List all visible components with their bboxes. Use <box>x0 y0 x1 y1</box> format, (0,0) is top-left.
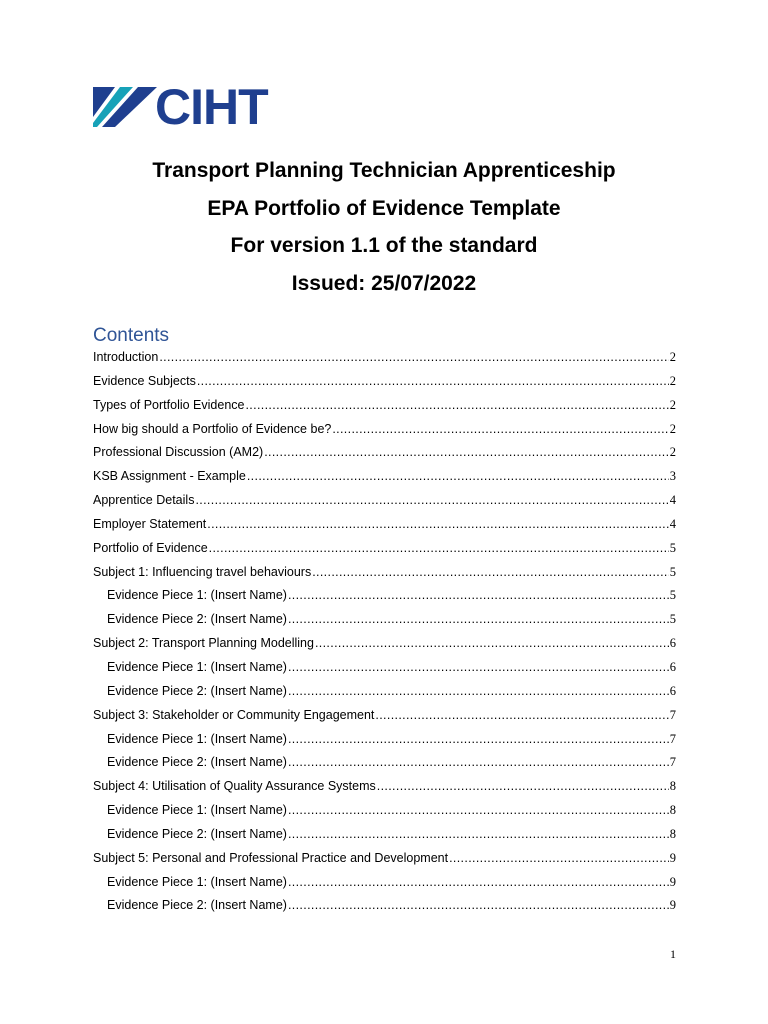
toc-entry-label: Evidence Piece 2: (Insert Name) <box>107 898 287 913</box>
page-number: 1 <box>670 947 676 961</box>
toc-entry[interactable] <box>93 465 676 489</box>
toc-entry[interactable] <box>93 584 676 608</box>
toc-dot-leader <box>377 775 669 799</box>
toc-entry[interactable] <box>93 489 676 513</box>
toc-dot-leader <box>245 394 668 418</box>
toc-entry-page: 8 <box>669 803 676 818</box>
toc-entry-label: Subject 3: Stakeholder or Community Engagement <box>93 707 375 722</box>
toc-entry-label: Evidence Piece 2: (Insert Name) <box>107 683 287 698</box>
toc-entry-page: 2 <box>669 373 676 388</box>
toc-entry-page: 5 <box>669 612 676 627</box>
toc-dot-leader <box>207 513 669 537</box>
toc-entry-page: 9 <box>669 850 676 865</box>
toc-dot-leader <box>288 584 669 608</box>
toc-entry[interactable] <box>93 847 676 871</box>
toc-dot-leader <box>288 823 669 847</box>
table-of-contents <box>93 346 676 918</box>
toc-entry-label: Portfolio of Evidence <box>93 540 208 555</box>
toc-entry-label: Subject 1: Influencing travel behaviours <box>93 564 312 579</box>
toc-entry-label: Evidence Piece 1: (Insert Name) <box>107 659 287 674</box>
contents-heading: Contents <box>93 325 170 346</box>
toc-entry-page: 6 <box>669 659 676 674</box>
toc-dot-leader <box>247 465 669 489</box>
toc-entry[interactable] <box>93 346 676 370</box>
toc-entry-page: 2 <box>669 350 676 364</box>
toc-entry-page: 7 <box>669 731 676 746</box>
toc-entry[interactable] <box>93 823 676 847</box>
toc-dot-leader <box>288 871 669 895</box>
toc-entry[interactable] <box>93 370 676 394</box>
toc-entry-label: Evidence Piece 1: (Insert Name) <box>107 874 287 889</box>
toc-entry-page: 8 <box>669 826 676 841</box>
document-title-block <box>0 152 768 302</box>
toc-entry[interactable] <box>93 394 676 418</box>
toc-entry[interactable] <box>93 513 676 537</box>
toc-entry-page: 2 <box>669 397 676 412</box>
toc-entry-label: Professional Discussion (AM2) <box>93 445 264 460</box>
toc-entry-page: 4 <box>669 516 676 531</box>
toc-dot-leader <box>159 346 668 370</box>
toc-entry-page: 4 <box>669 493 676 508</box>
toc-entry[interactable] <box>93 728 676 752</box>
toc-entry-label: Introduction <box>93 350 159 364</box>
toc-dot-leader <box>288 799 669 823</box>
toc-entry-label: Subject 2: Transport Planning Modelling <box>93 636 314 651</box>
toc-entry[interactable] <box>93 656 676 680</box>
toc-entry-label: Employer Statement <box>93 516 207 531</box>
toc-entry[interactable] <box>93 418 676 442</box>
toc-entry-page: 5 <box>669 540 676 555</box>
toc-entry-label: Evidence Piece 2: (Insert Name) <box>107 826 287 841</box>
toc-entry[interactable] <box>93 632 676 656</box>
toc-entry-label: How big should a Portfolio of Evidence be? <box>93 421 332 436</box>
toc-entry-page: 7 <box>669 755 676 770</box>
toc-entry-page: 5 <box>669 588 676 603</box>
toc-entry[interactable] <box>93 775 676 799</box>
toc-entry-label: Evidence Piece 2: (Insert Name) <box>107 612 287 627</box>
toc-entry-label: Types of Portfolio Evidence <box>93 397 245 412</box>
toc-dot-leader <box>288 728 669 752</box>
toc-entry-page: 9 <box>669 898 676 913</box>
toc-entry-page: 5 <box>669 564 676 579</box>
document-subtitle: EPA Portfolio of Evidence Template <box>207 196 561 220</box>
toc-entry-label: Evidence Piece 2: (Insert Name) <box>107 755 287 770</box>
toc-dot-leader <box>209 537 669 561</box>
toc-entry-page: 6 <box>669 636 676 651</box>
document-version: For version 1.1 of the standard <box>230 234 538 257</box>
toc-entry-label: Evidence Piece 1: (Insert Name) <box>107 803 287 818</box>
toc-dot-leader <box>288 608 669 632</box>
toc-dot-leader <box>288 656 669 680</box>
toc-entry[interactable] <box>93 894 676 918</box>
toc-entry-label: Evidence Piece 1: (Insert Name) <box>107 731 287 746</box>
toc-dot-leader <box>332 418 668 442</box>
toc-dot-leader <box>195 489 668 513</box>
toc-entry-label: Apprentice Details <box>93 493 195 508</box>
toc-entry-page: 2 <box>669 421 676 436</box>
document-issue-date: Issued: 25/07/2022 <box>291 271 477 295</box>
toc-dot-leader <box>288 680 669 704</box>
toc-entry-page: 7 <box>669 707 676 722</box>
toc-entry[interactable] <box>93 704 676 728</box>
toc-entry-label: Subject 5: Personal and Professional Practice and Development <box>93 850 449 865</box>
toc-entry-page: 2 <box>669 445 676 460</box>
ciht-logo-mark-icon <box>93 87 157 127</box>
toc-dot-leader <box>197 370 669 394</box>
toc-entry-page: 9 <box>669 874 676 889</box>
toc-entry-label: Subject 4: Utilisation of Quality Assurance Systems <box>93 779 376 794</box>
toc-entry-page: 6 <box>669 683 676 698</box>
toc-dot-leader <box>264 441 669 465</box>
toc-entry[interactable] <box>93 561 676 585</box>
toc-entry[interactable] <box>93 680 676 704</box>
toc-entry-label: Evidence Subjects <box>93 373 196 388</box>
toc-dot-leader <box>449 847 669 871</box>
logo-text: CIHT <box>155 79 268 135</box>
toc-entry-label: Evidence Piece 1: (Insert Name) <box>107 588 287 603</box>
toc-entry[interactable] <box>93 871 676 895</box>
toc-entry-page: 3 <box>669 469 676 484</box>
toc-entry[interactable] <box>93 799 676 823</box>
toc-entry[interactable] <box>93 537 676 561</box>
toc-entry[interactable] <box>93 751 676 775</box>
toc-entry-label: KSB Assignment - Example <box>93 469 246 484</box>
toc-entry[interactable] <box>93 608 676 632</box>
document-title: Transport Planning Technician Apprenticeship <box>152 159 616 182</box>
toc-dot-leader <box>375 704 668 728</box>
toc-entry-page: 8 <box>669 779 676 794</box>
toc-dot-leader <box>312 561 669 585</box>
toc-dot-leader <box>315 632 669 656</box>
toc-entry[interactable] <box>93 441 676 465</box>
ciht-logo <box>93 79 293 135</box>
toc-dot-leader <box>288 894 669 918</box>
toc-dot-leader <box>288 751 669 775</box>
